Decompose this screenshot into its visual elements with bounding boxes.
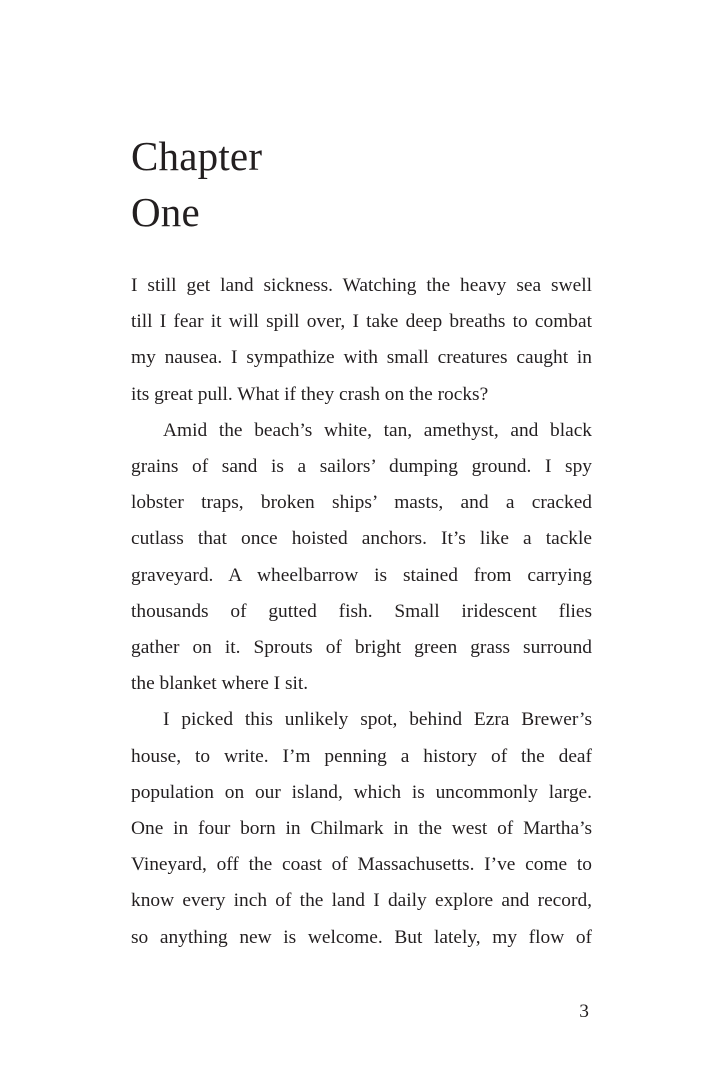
chapter-body — [131, 268, 592, 956]
chapter-heading — [131, 128, 262, 240]
text-line: One in four born in Chilmark in the west of Martha’s — [131, 818, 592, 840]
text-line: gather on it. Sprouts of bright green grass surround — [131, 637, 592, 659]
text-line: till I fear it will spill over, I take deep breaths to combat — [131, 311, 592, 333]
text-line: house, to write. I’m penning a history of the deaf — [131, 745, 592, 767]
text-line: grains of sand is a sailors’ dumping ground. I spy — [131, 456, 592, 478]
paragraph-3 — [131, 702, 592, 955]
text-line: I still get land sickness. Watching the heavy sea swell — [131, 275, 592, 296]
chapter-heading-line-2: One — [131, 189, 200, 235]
text-line: lobster traps, broken ships’ masts, and a cracked — [131, 492, 592, 514]
paragraph-2 — [131, 413, 592, 703]
text-line: the blanket where I sit. — [131, 673, 309, 695]
paragraph-1 — [131, 268, 592, 413]
text-line: its great pull. What if they crash on the rocks? — [131, 383, 489, 405]
text-line: Vineyard, off the coast of Massachusetts. I’ve come to — [131, 854, 592, 876]
text-line: cutlass that once hoisted anchors. It’s like a tackle — [131, 528, 592, 550]
text-line: graveyard. A wheelbarrow is stained from carrying — [131, 564, 592, 586]
text-line: I picked this unlikely spot, behind Ezra Brewer’s — [163, 709, 592, 731]
chapter-heading-line-1: Chapter — [131, 133, 263, 179]
text-line: know every inch of the land I daily explore and record, — [131, 890, 592, 912]
text-line: thousands of gutted fish. Small iridescent flies — [131, 600, 592, 622]
text-line: Amid the beach’s white, tan, amethyst, and black — [163, 419, 592, 441]
text-line: so anything new is welcome. But lately, my flow of — [131, 926, 592, 948]
page-number: 3 — [579, 1001, 589, 1022]
text-line: my nausea. I sympathize with small creatures caught in — [131, 347, 592, 369]
text-line: population on our island, which is uncommonly large. — [131, 781, 592, 803]
